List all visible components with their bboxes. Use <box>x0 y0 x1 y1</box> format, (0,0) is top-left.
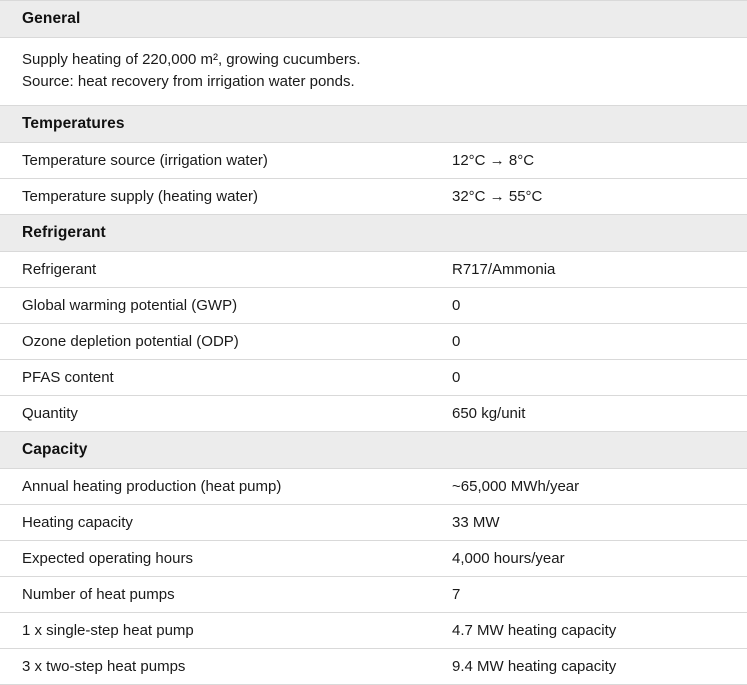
row-value: 0 <box>452 368 461 386</box>
table-row <box>0 323 747 359</box>
row-label: PFAS content <box>22 368 114 386</box>
row-value: R717/Ammonia <box>452 260 556 278</box>
row-label: 1 x single-step heat pump <box>22 621 194 639</box>
general-note <box>0 38 747 106</box>
table-row <box>0 612 747 648</box>
row-value: 0 <box>452 296 461 314</box>
row-value: 12°C → 8°C <box>452 151 535 169</box>
section-title: General <box>22 10 81 27</box>
row-label: Number of heat pumps <box>22 585 175 603</box>
row-label: Refrigerant <box>22 260 97 278</box>
table-row <box>0 287 747 323</box>
row-label: 3 x two-step heat pumps <box>22 657 186 675</box>
row-value: ~65,000 MWh/year <box>452 477 580 495</box>
row-value: 32°C → 55°C <box>452 187 543 205</box>
table-row <box>0 540 747 576</box>
table-row <box>0 576 747 612</box>
section-header-refrigerant <box>0 214 747 251</box>
section-header-capacity <box>0 431 747 468</box>
table-row <box>0 648 747 684</box>
general-note-row <box>0 38 747 106</box>
row-value: 33 MW <box>452 513 500 531</box>
table-row <box>0 142 747 178</box>
general-note-line-2: Source: heat recovery from irrigation water ponds. <box>22 72 355 90</box>
row-label: Global warming potential (GWP) <box>22 296 238 314</box>
row-label: Heating capacity <box>22 513 133 531</box>
row-value: 9.4 MW heating capacity <box>452 657 617 675</box>
row-value: 4,000 hours/year <box>452 549 565 567</box>
table-row <box>0 504 747 540</box>
row-label: Annual heating production (heat pump) <box>22 477 282 495</box>
row-label: Temperature supply (heating water) <box>22 187 258 205</box>
table-row <box>0 359 747 395</box>
table-row <box>0 251 747 287</box>
section-title: Temperatures <box>22 114 125 132</box>
section-title: Refrigerant <box>22 223 106 241</box>
row-label: Ozone depletion potential (ODP) <box>22 332 239 350</box>
row-label: Expected operating hours <box>22 549 193 567</box>
row-value: 0 <box>452 332 461 350</box>
row-value: 650 kg/unit <box>452 404 526 422</box>
section-header-temperatures <box>0 105 747 142</box>
section-title: Capacity <box>22 440 88 458</box>
row-value: 4.7 MW heating capacity <box>452 621 617 639</box>
general-note-line-1: Supply heating of 220,000 m², growing cucumbers. <box>22 51 361 68</box>
section-header-general <box>0 1 747 38</box>
row-label: Quantity <box>22 404 78 422</box>
row-value: 7 <box>452 585 461 603</box>
row-label: Temperature source (irrigation water) <box>22 151 268 169</box>
table-row <box>0 178 747 214</box>
table-row <box>0 395 747 431</box>
table-row <box>0 468 747 504</box>
